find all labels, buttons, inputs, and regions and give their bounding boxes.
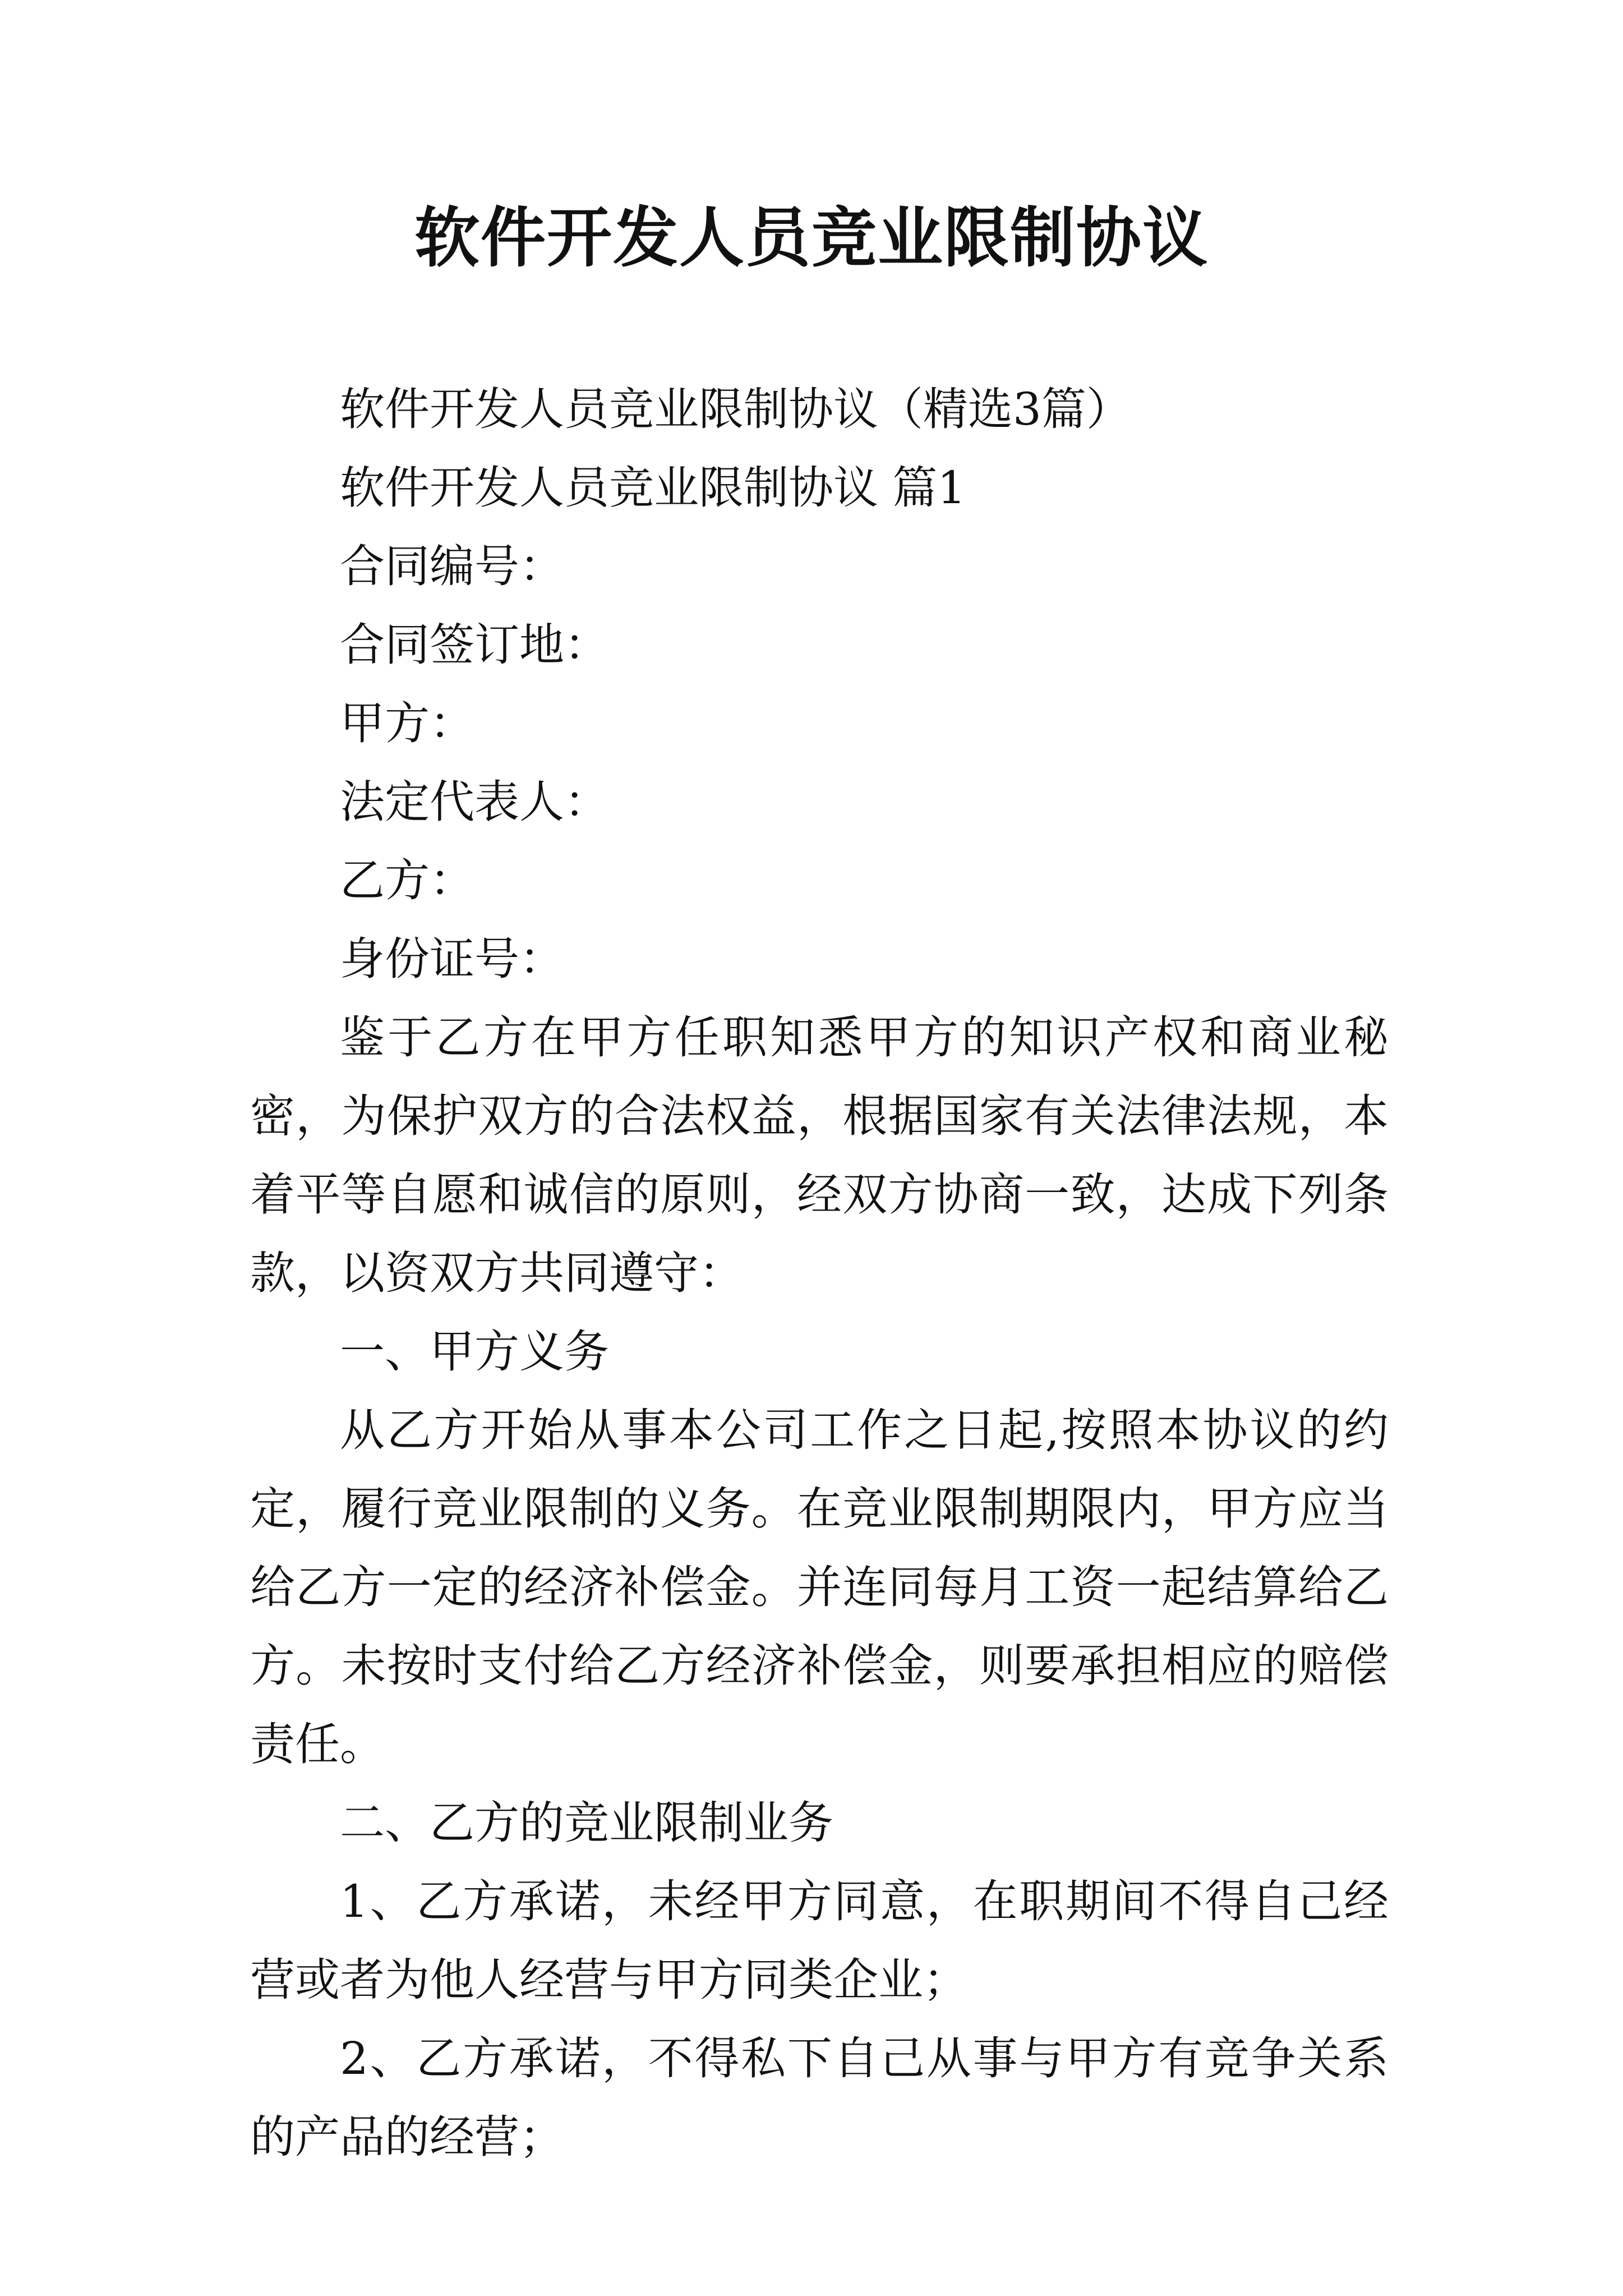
clause-1-paragraph: 1、乙方承诺，未经甲方同意，在职期间不得自己经营或者为他人经营与甲方同类企业；	[250, 1875, 1389, 2006]
field-party-b: 乙方：	[340, 854, 474, 907]
document-subtitle: 软件开发人员竞业限制协议（精选3篇）	[340, 383, 1131, 435]
section1-heading: 一、甲方义务	[340, 1326, 609, 1378]
field-sign-place: 合同签订地：	[340, 619, 609, 671]
field-id-no: 身份证号：	[340, 933, 564, 985]
section1-paragraph: 从乙方开始从事本公司工作之日起,按照本协议的约定，履行竞业限制的义务。在竞业限制期限内，甲方应当给乙方一定的经济补偿金。并连同每月工资一起结算给乙方。未按时支付给乙方经济补偿金，则要承担相应的赔偿责任。	[250, 1404, 1389, 1770]
part-heading: 软件开发人员竞业限制协议 篇1	[340, 462, 966, 514]
field-contract-no: 合同编号：	[340, 540, 564, 592]
document-title: 软件开发人员竞业限制协议	[414, 200, 1209, 276]
section2-heading: 二、乙方的竞业限制业务	[340, 1797, 833, 1849]
preamble-paragraph: 鉴于乙方在甲方任职知悉甲方的知识产权和商业秘密，为保护双方的合法权益，根据国家有关法律法规，本着平等自愿和诚信的原则，经双方协商一致，达成下列条款，以资双方共同遵守：	[250, 1011, 1389, 1299]
field-party-a: 甲方：	[340, 697, 474, 749]
clause-2-paragraph: 2、乙方承诺，不得私下自己从事与甲方有竞争关系的产品的经营；	[250, 2032, 1389, 2163]
field-legal-rep: 法定代表人：	[340, 776, 609, 828]
document-body	[250, 370, 1389, 2177]
